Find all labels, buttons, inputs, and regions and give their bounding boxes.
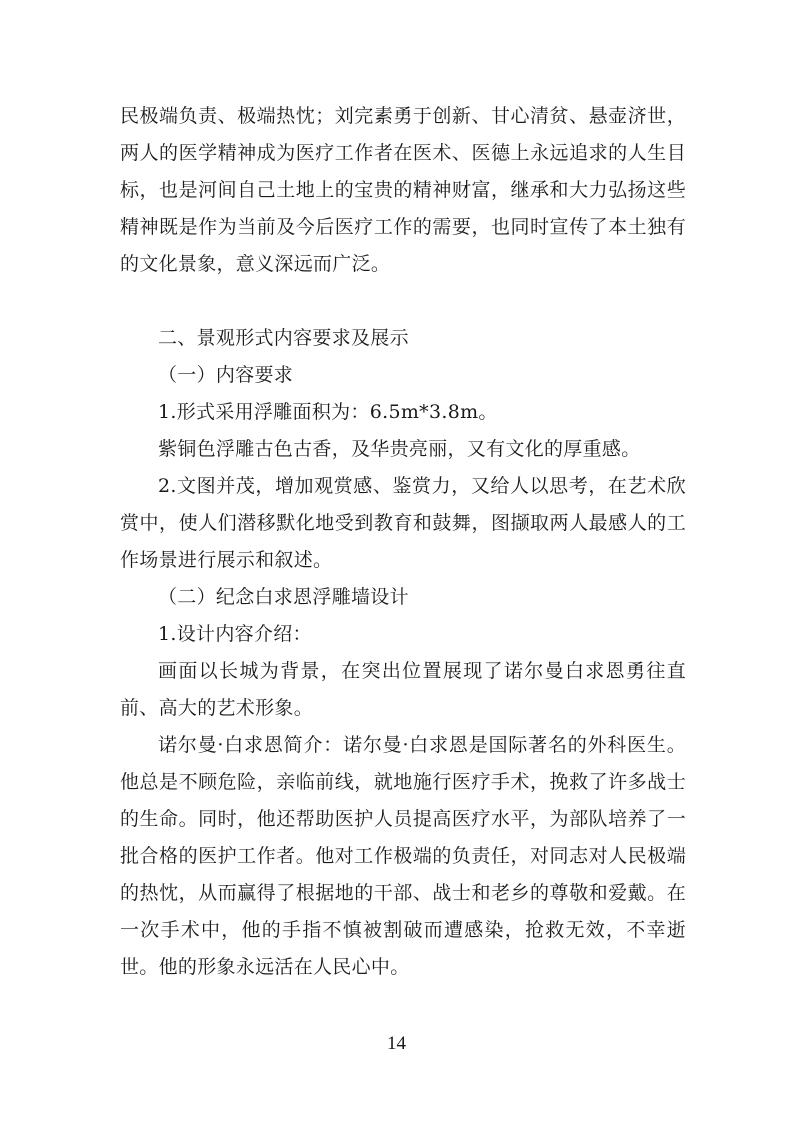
list-item: 1.设计内容介绍： [158, 623, 312, 645]
section-heading: 二、景观形式内容要求及展示 [158, 327, 409, 349]
paragraph: 诺尔曼·白求恩简介：诺尔曼·白求恩是国际著名的外科医生。他总是不顾危险，亲临前线，就地施行医疗手术，挽救了许多战士的生命。同时，他还帮助医护人员提高医疗水平，为部队培养了一批合格的医护工作者。他对工作极端的负责任，对同志对人民极端的热忱，从而赢得了根据地的干部、战士和老乡的尊敬和爱戴。在一次手术中，他的手指不慎被割破而遭感染，抢救无效，不幸逝世。他的形象永远活在人民心中。 [120, 734, 686, 978]
page-number: 14 [387, 1033, 406, 1054]
document-body [120, 98, 686, 986]
list-item: 1.形式采用浮雕面积为：6.5m*3.8m。 [158, 401, 498, 423]
paragraph-gap [120, 283, 686, 320]
intro-paragraph: 民极端负责、极端热忱；刘完素勇于创新、甘心清贫、悬壶济世，两人的医学精神成为医疗工作者在医术、医德上永远追求的人生目标，也是河间自己土地上的宝贵的精神财富，继承和大力弘扬这些精神既是作为当前及今后医疗工作的需要，也同时宣传了本土独有的文化景象，意义深远而广泛。 [120, 105, 686, 275]
subsection-heading: （二）纪念白求恩浮雕墙设计 [158, 586, 409, 608]
paragraph: 画面以长城为背景，在突出位置展现了诺尔曼白求恩勇往直前、高大的艺术形象。 [120, 660, 686, 719]
subsection-heading: （一）内容要求 [158, 364, 294, 386]
paragraph: 紫铜色浮雕古色古香，及华贵亮丽，又有文化的厚重感。 [158, 438, 641, 460]
list-item: 2.文图并茂，增加观赏感、鉴赏力，又给人以思考，在艺术欣赏中，使人们潜移默化地受到教育和鼓舞，图撷取两人最感人的工作场景进行展示和叙述。 [120, 475, 686, 571]
